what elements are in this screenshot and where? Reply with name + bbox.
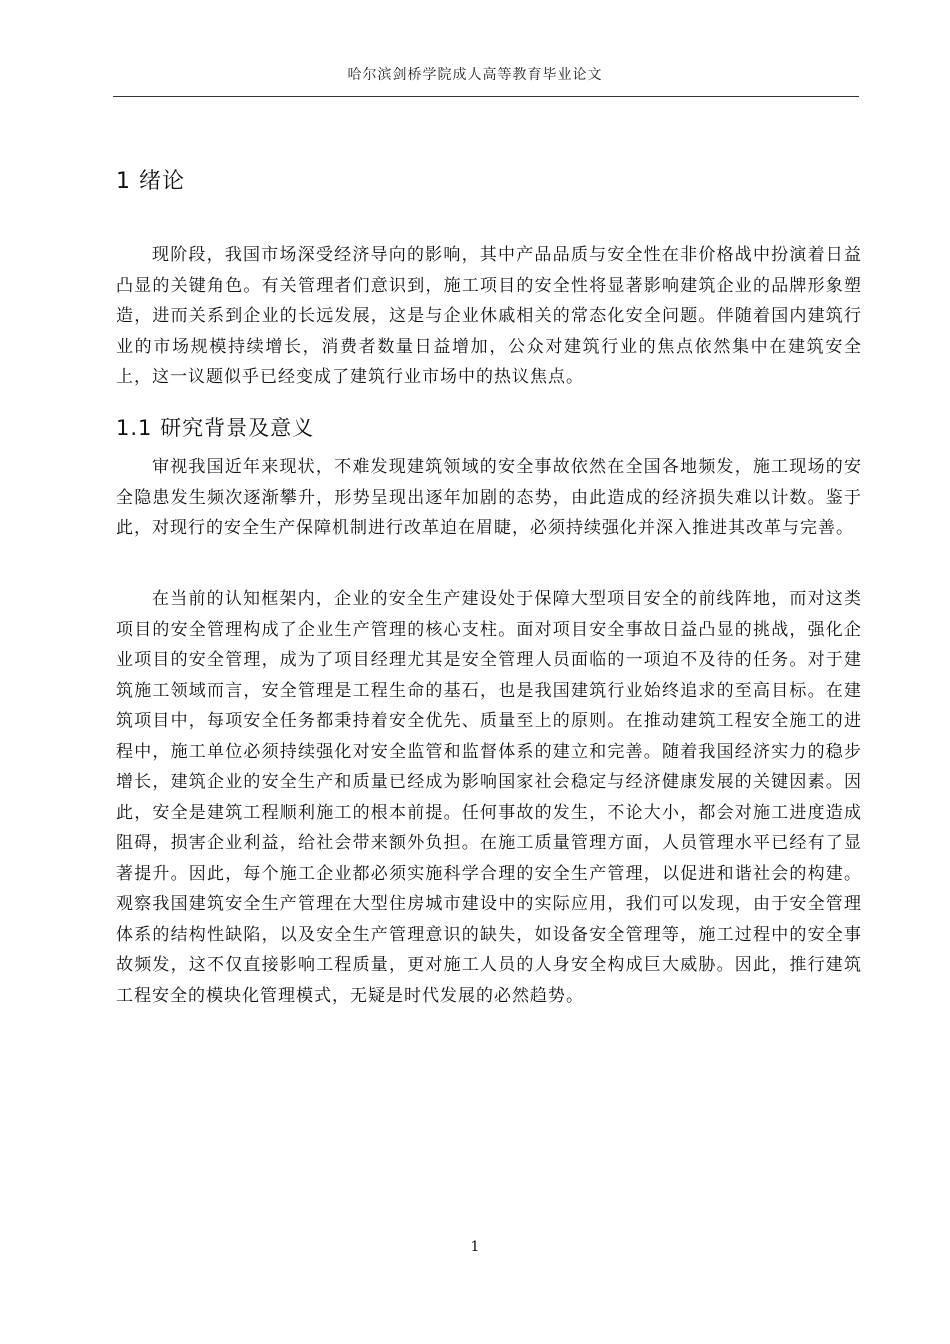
page-header-title: 哈尔滨剑桥学院成人高等教育毕业论文 <box>347 67 603 83</box>
chapter-title: 1 绪论 <box>116 169 185 194</box>
header-divider <box>113 96 859 97</box>
section-title: 1.1 研究背景及意义 <box>116 416 315 440</box>
intro-paragraph: 现阶段，我国市场深受经济导向的影响，其中产品品质与安全性在非价格战中扮演着日益凸显的关键角色。有关管理者们意识到，施工项目的安全性将显著影响建筑企业的品牌形象塑造，进而关系到企业的长远发展，这是与企业休戚相关的常态化安全问题。伴随着国内建筑行业的市场规模持续增长，消费者数量日益增加，公众对建筑行业的焦点依然集中在建筑安全上，这一议题似乎已经变成了建筑行业市场中的热议焦点。 <box>116 245 862 387</box>
background-paragraph-1: 审视我国近年来现状，不难发现建筑领域的安全事故依然在全国各地频发，施工现场的安全隐患发生频次逐渐攀升，形势呈现出逐年加剧的态势，由此造成的经济损失难以计数。鉴于此，对现行的安全生产保障机制进行改革迫在眉睫，必须持续强化并深入推进其改革与完善。 <box>116 457 862 538</box>
page-number: 1 <box>470 1239 480 1255</box>
background-paragraph-2: 在当前的认知框架内，企业的安全生产建设处于保障大型项目安全的前线阵地，而对这类项目的安全管理构成了企业生产管理的核心支柱。面对项目安全事故日益凸显的挑战，强化企业项目的安全管理，成为了项目经理尤其是安全管理人员面临的一项迫不及待的任务。对于建筑施工领域而言，安全管理是工程生命的基石，也是我国建筑行业始终追求的至高目标。在建筑项目中，每项安全任务都秉持着安全优先、质量至上的原则。在推动建筑工程安全施工的进程中，施工单位必须持续强化对安全监管和监督体系的建立和完善。随着我国经济实力的稳步增长，建筑企业的安全生产和质量已经成为影响国家社会稳定与经济健康发展的关键因素。因此，安全是建筑工程顺利施工的根本前提。任何事故的发生，不论大小，都会对施工进度造成阻碍，损害企业利益，给社会带来额外负担。在施工质量管理方面，人员管理水平已经有了显著提升。因此，每个施工企业都必须实施科学合理的安全生产管理，以促进和谐社会的构建。观察我国建筑安全生产管理在大型住房城市建设中的实际应用，我们可以发现，由于安全管理体系的结构性缺陷，以及安全生产管理意识的缺失，如设备安全管理等，施工过程中的安全事故频发，这不仅直接影响工程质量，更对施工人员的人身安全构成巨大威胁。因此，推行建筑工程安全的模块化管理模式，无疑是时代发展的必然趋势。 <box>116 589 862 1006</box>
